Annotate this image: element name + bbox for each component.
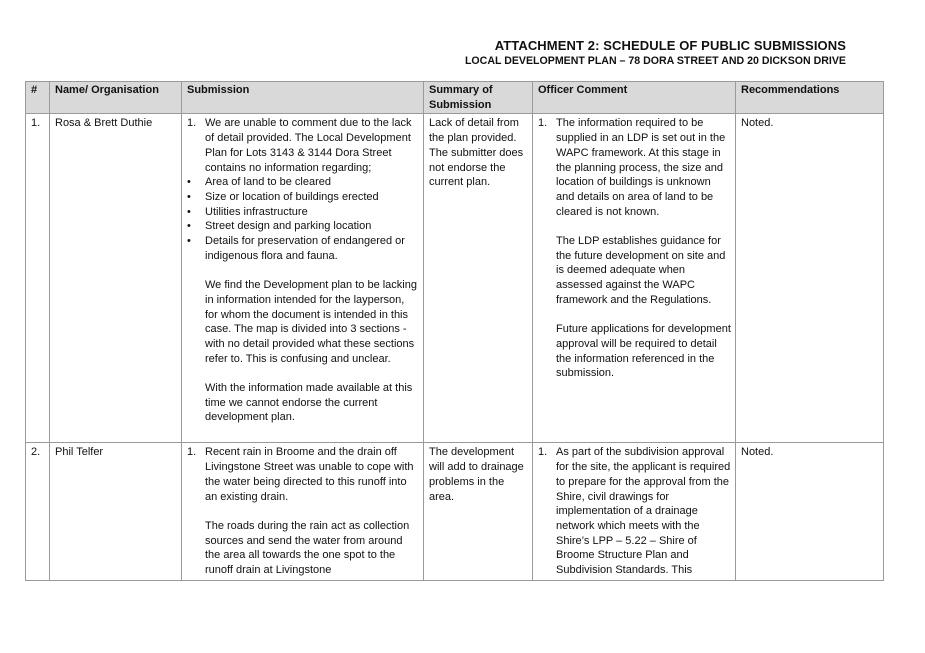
submission-bullet-list bbox=[187, 175, 419, 263]
column-header-recommendations: Recommendations bbox=[736, 82, 884, 114]
bullet-icon: • bbox=[187, 235, 191, 248]
submission-item bbox=[187, 445, 419, 577]
list-item: • Street design and parking location bbox=[187, 220, 372, 233]
table-header-row bbox=[26, 82, 884, 114]
recommendation-cell: Noted. bbox=[736, 114, 884, 443]
page-subtitle: LOCAL DEVELOPMENT PLAN – 78 DORA STREET AND 20 DICKSON DRIVE bbox=[464, 55, 846, 67]
officer-paragraph: The LDP establishes guidance for the future development on site and is deemed adequate when assessed against the WAPC framework and the Regulations. bbox=[556, 235, 726, 306]
submission-cell bbox=[182, 114, 424, 443]
submission-paragraph: Recent rain in Broome and the drain off Livingstone Street was unable to cope with the water being directed to this runoff into an existing drain. bbox=[205, 446, 414, 503]
item-number: 1. bbox=[538, 446, 548, 459]
bullet-icon: • bbox=[187, 190, 191, 203]
column-header-submission: Submission bbox=[182, 82, 424, 114]
item-number: 1. bbox=[187, 446, 197, 459]
item-number: 1. bbox=[187, 117, 197, 130]
recommendation-cell: Noted. bbox=[736, 443, 884, 580]
submission-item bbox=[187, 116, 419, 175]
submission-intro: We are unable to comment due to the lack of detail provided. The Local Development Plan for Lots 3143 & 3144 Dora Street contains no information regarding; bbox=[205, 117, 412, 174]
submission-paragraph: We find the Development plan to be lacking in information intended for the layperson, for whom the document is intended in this case. The map is divided into 3 sections - with no detail provided what these sections refer to. This is confusing and unclear. bbox=[205, 279, 417, 365]
summary-cell: Lack of detail from the plan provided. The submitter does not endorse the current plan. bbox=[424, 114, 533, 443]
column-header-name: Name/ Organisation bbox=[50, 82, 182, 114]
bullet-icon: • bbox=[187, 220, 191, 233]
summary-cell: The development will add to drainage problems in the area. bbox=[424, 443, 533, 580]
officer-comment-item bbox=[538, 116, 731, 381]
submission-paragraph: The roads during the rain act as collection sources and send the water from around the area all towards the one spot to the runoff drain at Livingstone bbox=[205, 519, 410, 577]
item-number: 1. bbox=[538, 117, 548, 130]
bullet-icon: • bbox=[187, 176, 191, 189]
row-number: 1. bbox=[26, 114, 50, 443]
list-item: • Utilities infrastructure bbox=[187, 205, 308, 218]
table-row bbox=[26, 443, 884, 580]
list-item: • Size or location of buildings erected bbox=[187, 190, 379, 203]
list-item: • Area of land to be cleared bbox=[187, 176, 331, 189]
officer-paragraph: Future applications for development approval will be required to detail the information referenced in the submission. bbox=[556, 323, 731, 380]
officer-comment-cell bbox=[533, 443, 736, 580]
column-header-summary: Summary of Submission bbox=[424, 82, 533, 114]
officer-comment-cell bbox=[533, 114, 736, 443]
bullet-icon: • bbox=[187, 205, 191, 218]
column-header-officer-comment: Officer Comment bbox=[533, 82, 736, 114]
submitter-name: Phil Telfer bbox=[50, 443, 182, 580]
submitter-name: Rosa & Brett Duthie bbox=[50, 114, 182, 443]
officer-comment-item bbox=[538, 445, 731, 577]
row-number: 2. bbox=[26, 443, 50, 580]
officer-paragraph: The information required to be supplied in an LDP is set out in the WAPC framework. At this stage in the planning process, the size and location of buildings is unknown and details on area of land to be cleared is not known. bbox=[556, 117, 726, 218]
table-row bbox=[26, 114, 884, 443]
page-title: ATTACHMENT 2: SCHEDULE OF PUBLIC SUBMISSIONS bbox=[494, 38, 846, 53]
column-header-number: # bbox=[26, 82, 50, 114]
list-item: • Details for preservation of endangered or indigenous flora and fauna. bbox=[187, 235, 405, 262]
submissions-table bbox=[25, 81, 884, 581]
officer-paragraph: As part of the subdivision approval for the site, the applicant is required to prepare for the approval from the Shire, civil drawings for implementation of a drainage network which meets with the Shire’s LPP – 5.22 – Shire of Broome Structure Plan and Subdivision Standards. This bbox=[556, 446, 731, 577]
submission-cell bbox=[182, 443, 424, 580]
submission-paragraph: With the information made available at this time we cannot endorse the current development plan. bbox=[205, 382, 413, 424]
